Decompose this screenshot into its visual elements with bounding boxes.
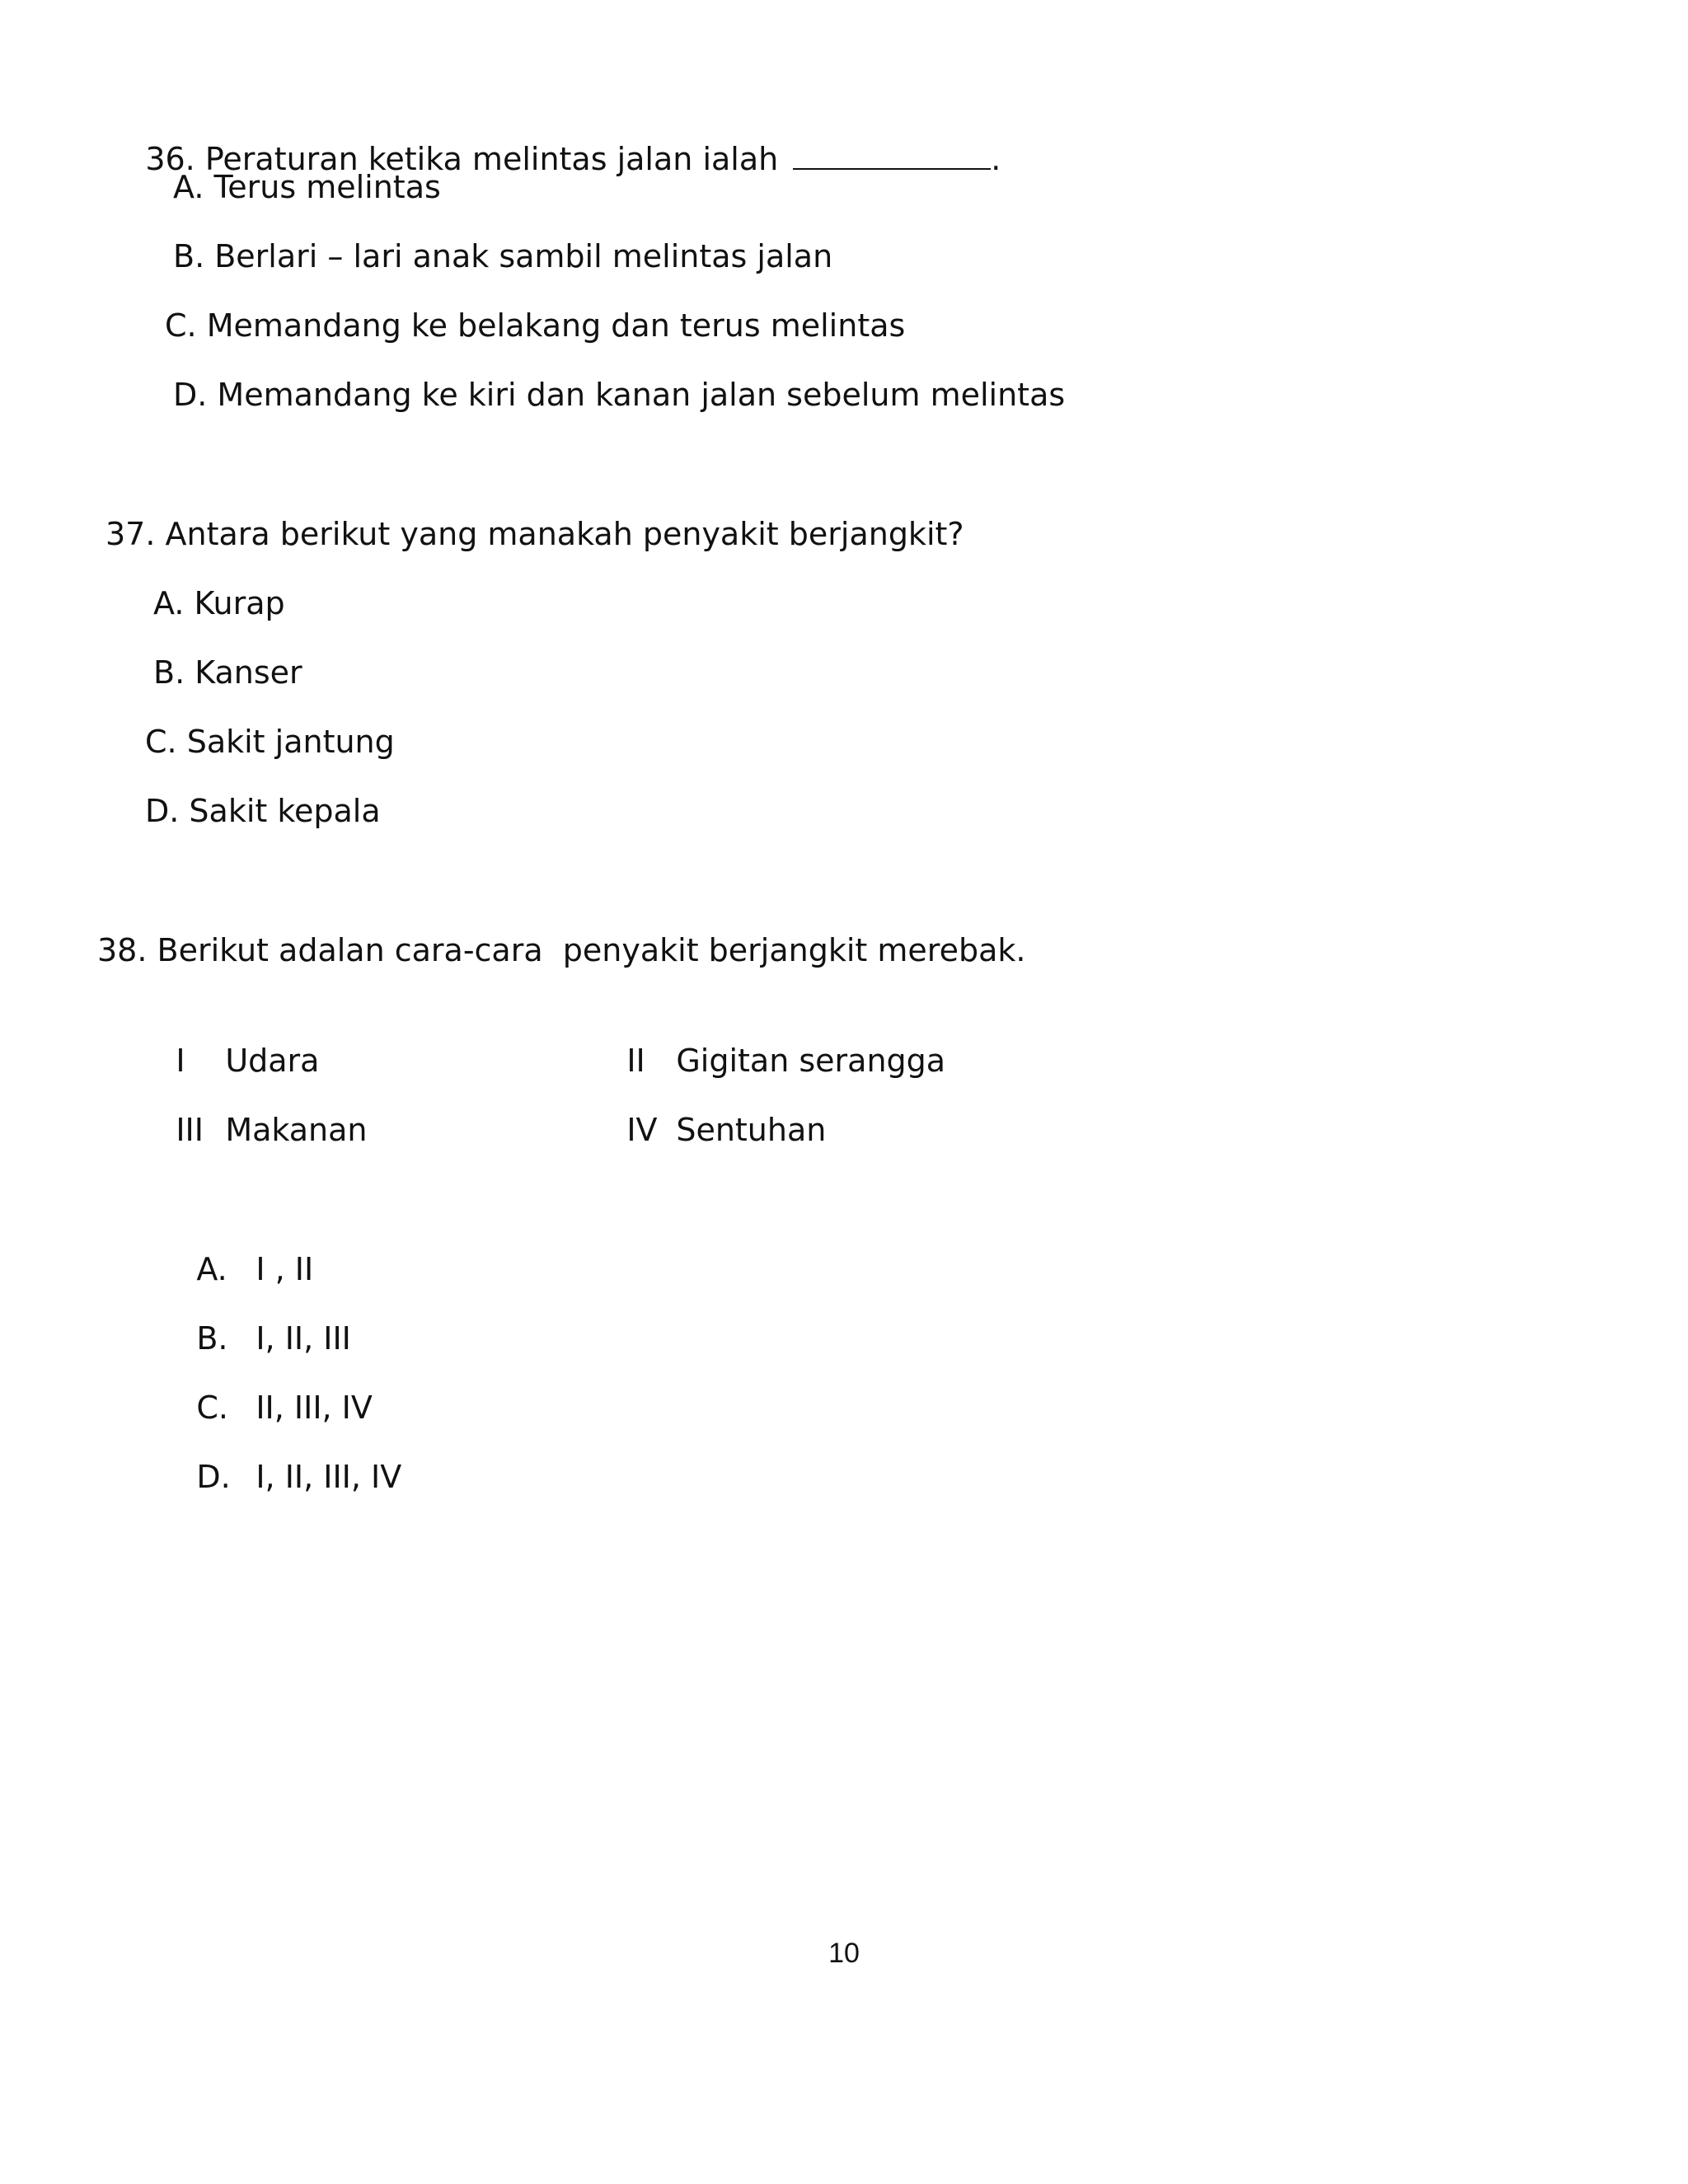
statement-text: Udara xyxy=(225,1043,320,1079)
statement-iii xyxy=(136,1068,367,1192)
page-number: 10 xyxy=(828,1938,860,1969)
question-36-period: . xyxy=(991,141,1001,177)
question-36-option-b: B. Berlari – lari anak sambil melintas jalan xyxy=(173,238,833,274)
statement-text: Sentuhan xyxy=(676,1112,827,1148)
question-38-option-d xyxy=(157,1415,401,1539)
question-37-stem: 37. Antara berikut yang manakah penyakit berjangkit? xyxy=(106,516,964,552)
option-letter: D. xyxy=(196,1459,231,1495)
question-37-option-b: B. Kanser xyxy=(153,654,302,691)
option-text: I, II, III, IV xyxy=(256,1459,402,1495)
question-37-option-a: A. Kurap xyxy=(153,585,285,621)
option-text: I, II, III xyxy=(256,1320,351,1357)
statement-numeral: I xyxy=(176,1043,185,1079)
question-36-option-d: D. Memandang ke kiri dan kanan jalan sebelum melintas xyxy=(173,377,1066,413)
statement-numeral: II xyxy=(626,1043,645,1079)
statement-numeral: IV xyxy=(626,1112,658,1148)
question-38-stem: 38. Berikut adalan cara-cara penyakit berjangkit merebak. xyxy=(97,932,1026,968)
question-37-option-c: C. Sakit jantung xyxy=(145,724,395,760)
question-36-text: 36. Peraturan ketika melintas jalan ialah xyxy=(145,141,789,177)
answer-blank xyxy=(793,140,991,170)
option-letter: A. xyxy=(196,1251,227,1287)
option-text: II, III, IV xyxy=(256,1390,373,1426)
statement-text: Makanan xyxy=(225,1112,368,1148)
statement-text: Gigitan serangga xyxy=(676,1043,946,1079)
option-text: I , II xyxy=(256,1251,314,1287)
question-37-option-d: D. Sakit kepala xyxy=(145,793,381,829)
statement-iv xyxy=(587,1068,826,1192)
question-36-option-a: A. Terus melintas xyxy=(173,169,441,205)
question-36-option-c: C. Memandang ke belakang dan terus melintas xyxy=(165,307,906,344)
statement-numeral: III xyxy=(176,1112,204,1148)
option-letter: C. xyxy=(196,1390,228,1426)
option-letter: B. xyxy=(196,1320,228,1357)
